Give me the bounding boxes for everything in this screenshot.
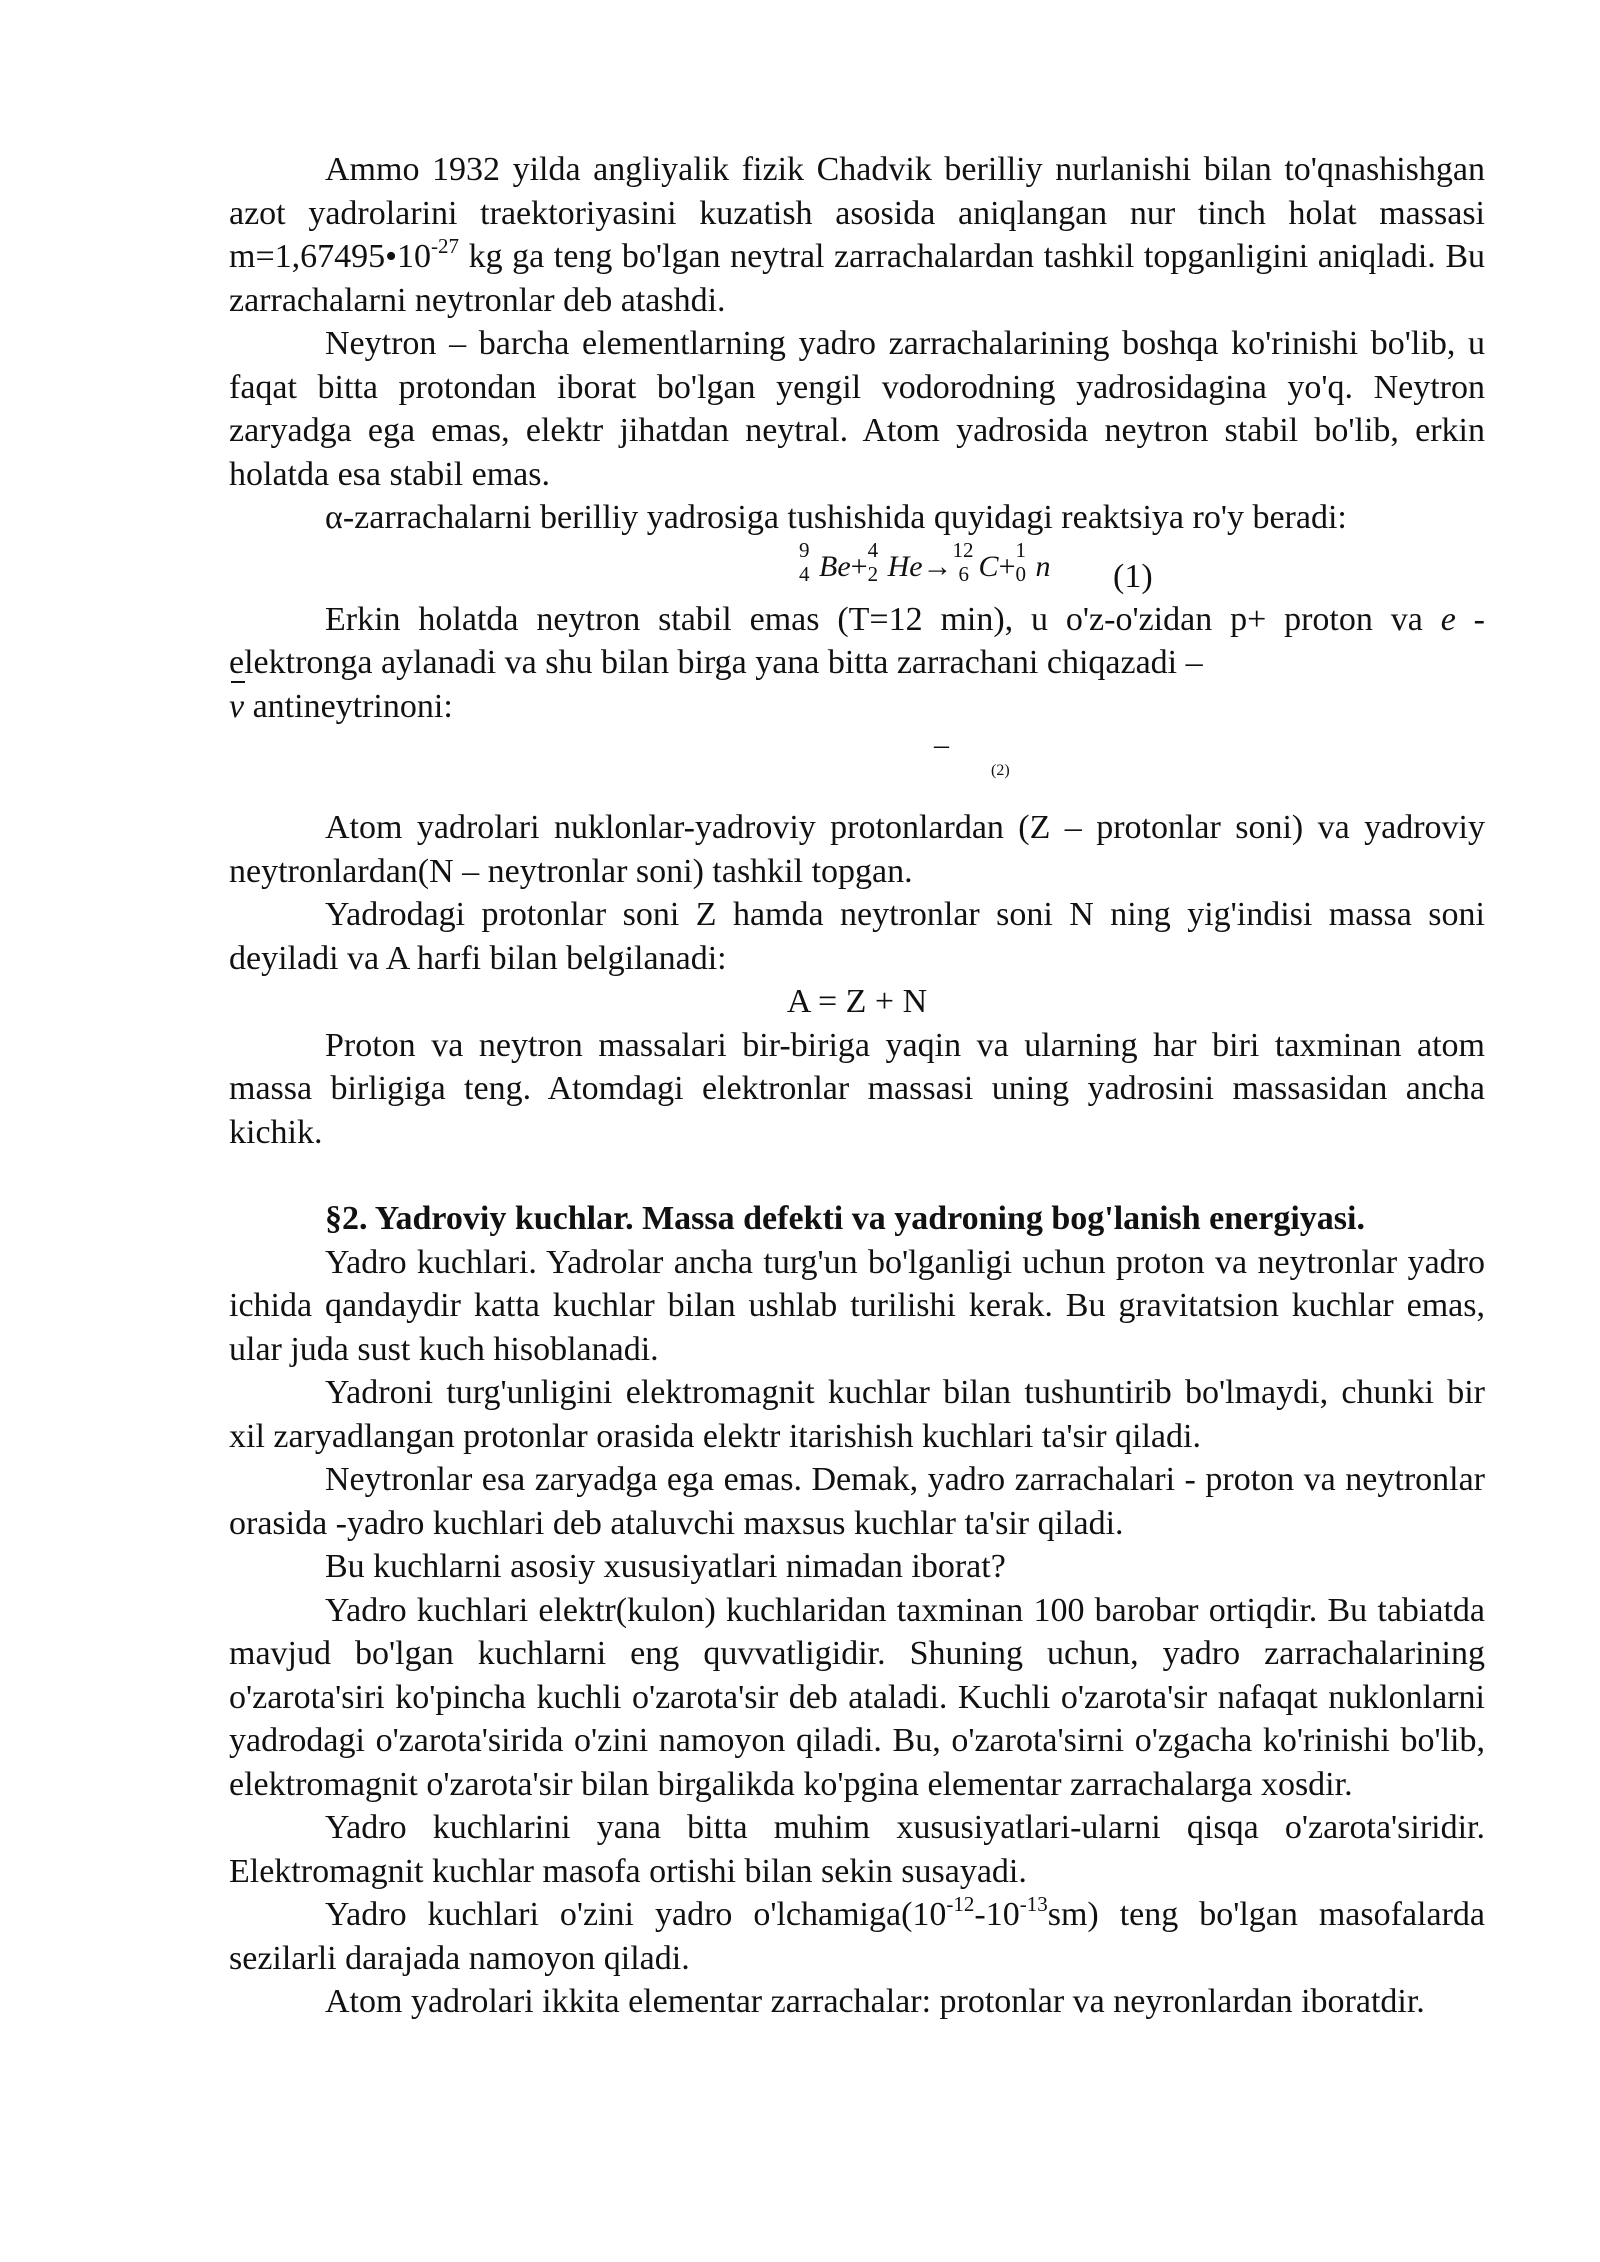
- paragraph-nuclear-forces: Yadro kuchlari. Yadrolar ancha turg'un bo'lganligi uchun proton va neytronlar yadro ichida qandaydir katta kuchlar bilan ushlab turilishi kerak. Bu gravitatsion kuchlar emas, ular juda sust kuch hisoblanadi.: [229, 1243, 1485, 1368]
- bar-mark: –: [934, 728, 949, 761]
- paragraph-stability: Yadroni turg'unligini elektromagnit kuchlar bilan tushuntirib bo'lmaydi, chunki bir xil zaryadlangan protonlar orasida elektr itarishish kuchlari ta'sir qiladi.: [229, 1374, 1485, 1455]
- nuclide-c: [952, 537, 979, 590]
- plus-sign: +: [998, 549, 1016, 583]
- paragraph-nuclear-size: [229, 1893, 1485, 1980]
- section-heading: §2. Yadroviy kuchlar. Massa defekti va yadroning bog'lanish energiyasi.: [325, 1200, 1365, 1237]
- nuclide-be: [799, 537, 819, 590]
- paragraph-nucleons: Atom yadrolari nuklonlar-yadroviy protonlardan (Z – protonlar soni) va yadroviy neytronlardan(N – neytronlar soni) tashkil topgan.: [229, 809, 1485, 890]
- text-run: Ammo 1932 yilda angliyalik fizik Chadvik berilliy nurlanishi bilan to'qnashishgan azot yadrolarini traektoriyasini kuzatish asosida aniqlangan nur tinch holat massasi m=1,67495•10: [229, 151, 1485, 275]
- mass-number: 4: [867, 537, 879, 562]
- antineutrino-symbol: [229, 685, 244, 729]
- plus-sign: +: [850, 549, 868, 583]
- paragraph-short-range: Yadro kuchlarini yana bitta muhim xususiyatlari-ularni qisqa o'zarota'siridir. Elektromagnit kuchlar masofa ortishi bilan sekin susayadi.: [229, 1809, 1485, 1890]
- nu-letter: v: [229, 687, 245, 725]
- text-run: Yadro kuchlari o'zini yadro o'lchamiga(10: [325, 1896, 947, 1933]
- atomic-number: 0: [1015, 561, 1026, 586]
- element-symbol: Be: [819, 549, 851, 583]
- paragraph-composition: Atom yadrolari ikkita elementar zarrachalar: protonlar va neyronlardan iboratdir.: [325, 1983, 1425, 2020]
- text-run: antineytrinoni:: [244, 687, 453, 725]
- nuclide-he: [867, 537, 888, 590]
- atomic-number: 4: [799, 561, 810, 586]
- nuclide-n: [1015, 537, 1035, 590]
- superscript: -12: [946, 1892, 975, 1916]
- reaction-equation-1: [229, 537, 1485, 598]
- element-symbol: n: [1035, 549, 1051, 583]
- mass-number: 12: [952, 537, 974, 562]
- formula-mass-number: A = Z + N: [786, 983, 928, 1020]
- text-run: -10: [974, 1896, 1020, 1933]
- paragraph-neutrons-charge: Neytronlar esa zaryadga ega emas. Demak, yadro zarrachalari - proton va neytronlar orasida -yadro kuchlari deb ataluvchi maxsus kuchlar ta'sir qiladi.: [229, 1461, 1485, 1542]
- text-run: Erkin holatda neytron stabil emas (T=12 min), u o'z-o'zidan p+ proton va: [325, 600, 1441, 638]
- element-symbol: C: [978, 549, 999, 583]
- mass-number: 1: [1015, 537, 1026, 562]
- paragraph-alpha: α-zarrachalarni berilliy yadrosiga tushishida quyidagi reaktsiya ro'y beradi:: [325, 499, 1347, 536]
- atomic-number: 6: [958, 561, 970, 586]
- paragraph-strong-interaction: Yadro kuchlari elektr(kulon) kuchlaridan taxminan 100 barobar ortiqdir. Bu tabiatda mavjud bo'lgan kuchlarni eng quvvatligidir. Shuning uchun, yadro zarrachalarining o'zarota'siri ko'pincha kuchli o'zarota'sir deb ataladi. Kuchli o'zarota'sir nafaqat nuklonlarni yadrodagi o'zarota'sirida o'zini namoyon qiladi. Bu, o'zarota'sirni o'zgacha ko'rinishi bo'lib, elektromagnit o'zarota'sir bilan birgalikda ko'pgina elementar zarrachalarga xosdir.: [229, 1591, 1485, 1803]
- element-symbol: He: [887, 549, 923, 583]
- paragraph-free-neutron: [229, 598, 1485, 685]
- reaction-equation-2: [229, 762, 1485, 806]
- overbar: [231, 681, 245, 683]
- text-run: kg ga teng bo'lgan neytral zarrachalardan tashkil topganligini aniqladi. Bu zarrachalarni neytronlar deb atashdi.: [229, 238, 1485, 319]
- paragraph-question: Bu kuchlarni asosiy xususiyatlari nimadan iborat?: [325, 1548, 1006, 1585]
- reaction-equation-2-bar: [229, 728, 1485, 762]
- text-run: sm) teng bo'lgan masofalarda sezilarli darajada namoyon qiladi.: [229, 1896, 1485, 1977]
- paragraph-antineutrino: [229, 685, 1485, 729]
- equation-number-2: (2): [991, 762, 1010, 779]
- superscript: -13: [1019, 1892, 1048, 1916]
- paragraph-neutron: Neytron – barcha elementlarning yadro zarrachalarining boshqa ko'rinishi bo'lib, u faqat bitta protondan iborat bo'lgan yengil vodorodning yadrosidagina yo'q. Neytron zaryadga ega emas, elektr jihatdan neytral. Atom yadrosida neytron stabil bo'lib, erkin holatda esa stabil emas.: [229, 325, 1485, 493]
- text-run: - elektronga aylanadi va shu bilan birga yana bitta zarrachani chiqazadi –: [229, 600, 1485, 681]
- paragraph-proton-neutron-mass: Proton va neytron massalari bir-biriga yaqin va ularning har biri taxminan atom massa birligiga teng. Atomdagi elektronlar massasi uning yadrosini massasidan ancha kichik.: [229, 1026, 1485, 1151]
- document-page: [229, 148, 1485, 2024]
- paragraph-mass-number: Yadrodagi protonlar soni Z hamda neytronlar soni N ning yig'indisi massa soni deyiladi va A harfi bilan belgilanadi:: [229, 896, 1485, 977]
- mass-number: 9: [799, 537, 810, 562]
- superscript: -27: [431, 234, 460, 258]
- equation-number-1: (1): [1113, 557, 1153, 595]
- reaction-formula: [799, 537, 1051, 590]
- arrow-icon: →: [922, 549, 953, 583]
- paragraph-chadwick: [229, 148, 1485, 322]
- atomic-number: 2: [867, 561, 879, 586]
- electron-symbol: e: [1440, 600, 1456, 638]
